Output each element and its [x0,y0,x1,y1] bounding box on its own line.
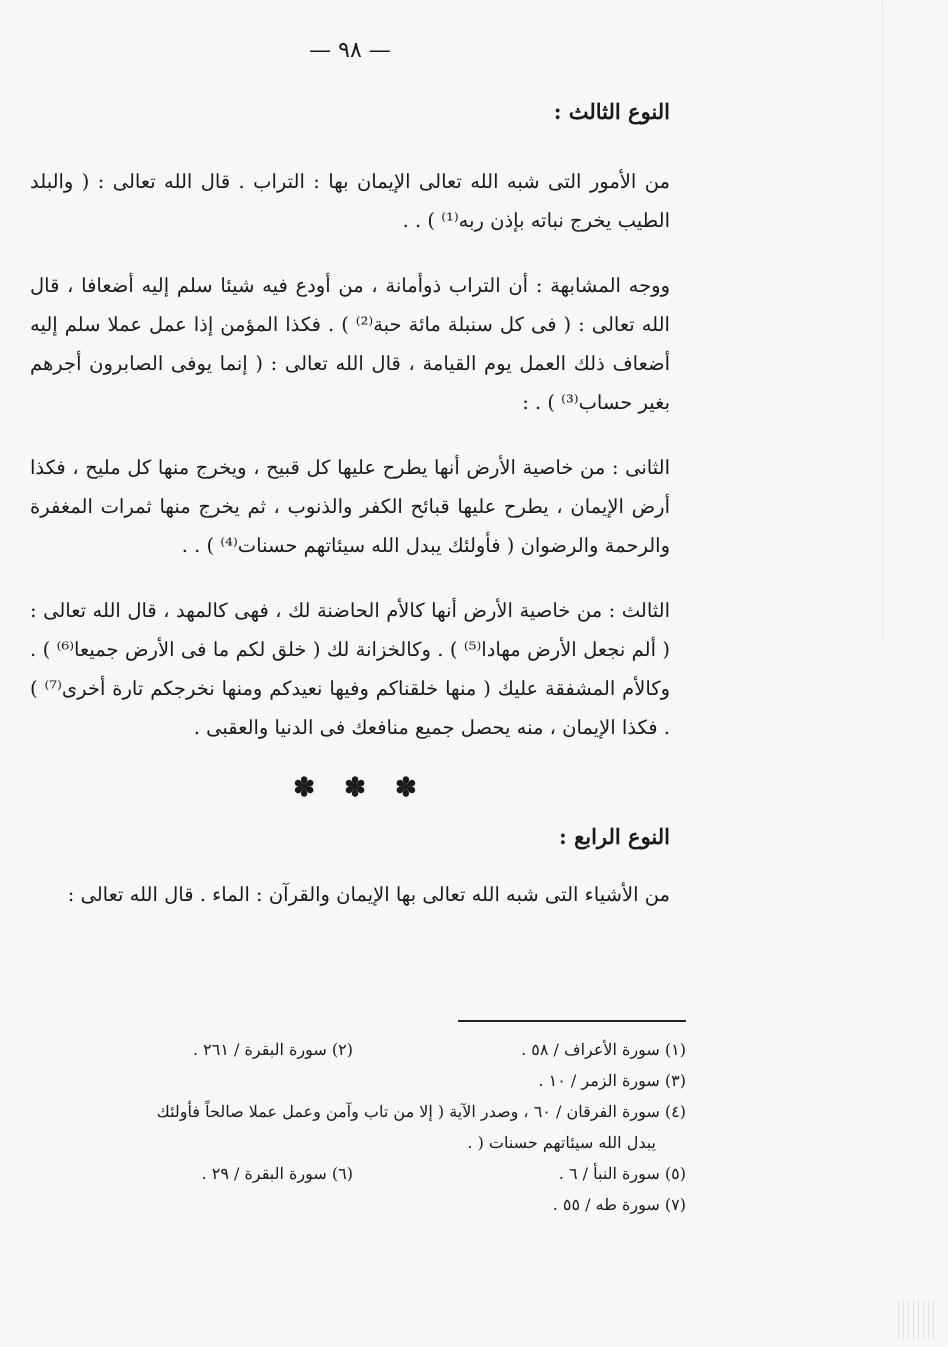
main-text [30,92,670,940]
section-heading-third-type: النوع الثالث : [553,99,670,124]
footnote-6: (٦) سورة البقرة / ٢٩ . [201,1164,353,1183]
footnote-separator [458,1020,686,1022]
scan-margin-marks [882,0,891,640]
footnotes [20,1034,686,1220]
section-heading-fourth-type: النوع الرابع : [559,824,670,849]
paragraph-second: الثانى : من خاصية الأرض أنها يطرح عليها كل قبيح ، ويخرج منها كل مليح ، فكذا أرض الإيمان ، يطرح عليها قبائح الكفر والذنوب ، ثم يخرج منها ثمرات المغفرة والرحمة والرضوان ( فأولئك يبدل الله سيئاتهم حسنات⁽⁴⁾ ) . . [30,456,670,557]
footnote-4-continued: يبدل الله سيئاتهم حسنات ( . [467,1133,656,1152]
footnote-2: (٢) سورة البقرة / ٢٦١ . [192,1040,353,1059]
footnote-4: (٤) سورة الفرقان / ٦٠ ، وصدر الآية ( إلا من تاب وآمن وعمل عملا صالحاً فأولئك [156,1102,686,1121]
scan-corner-marks [898,1300,938,1340]
footnote-1: (١) سورة الأعراف / ٥٨ . [521,1040,686,1059]
paragraph-third: الثالث : من خاصية الأرض أنها كالأم الحاضنة لك ، فهى كالمهد ، قال الله تعالى : ( ألم نجعل الأرض مهادا⁽⁵⁾ ) . وكالخزانة لك ( خلق لكم ما فى الأرض جميعا⁽⁶⁾ ) . وكالأم المشفقة عليك ( منها خلقناكم وفيها نعيدكم ومنها نخرجكم تارة أخرى⁽⁷⁾ ) . فكذا الإيمان ، منه يحصل جميع منافعك فى الدنيا والعقبى . [30,599,670,739]
page-number: — ٩٨ — [309,38,391,63]
section-divider-stars: ✽ ✽ ✽ [293,773,427,803]
paragraph-water: من الأشياء التى شبه الله تعالى بها الإيمان والقرآن : الماء . قال الله تعالى : [67,883,670,906]
paragraph-similarity: ووجه المشابهة : أن التراب ذوأمانة ، من أودع فيه شيئا سلم إليه أضعافا ، قال الله تعالى : ( فى كل سنبلة مائة حبة⁽²⁾ ) . فكذا المؤمن إذا عمل عملا سلم إليه أضعاف ذلك العمل يوم القيامة ، قال الله تعالى : ( إنما يوفى الصابرون أجرهم بغير حساب⁽³⁾ ) . : [30,274,670,414]
footnote-5: (٥) سورة النبأ / ٦ . [558,1164,686,1183]
paragraph-soil: من الأمور التى شبه الله تعالى الإيمان بها : التراب . قال الله تعالى : ( والبلد الطيب يخرج نباته بإذن ربه⁽¹⁾ ) . . [30,170,670,232]
footnote-3: (٣) سورة الزمر / ١٠ . [538,1071,686,1090]
footnote-7: (٧) سورة طه / ٥٥ . [552,1195,686,1214]
